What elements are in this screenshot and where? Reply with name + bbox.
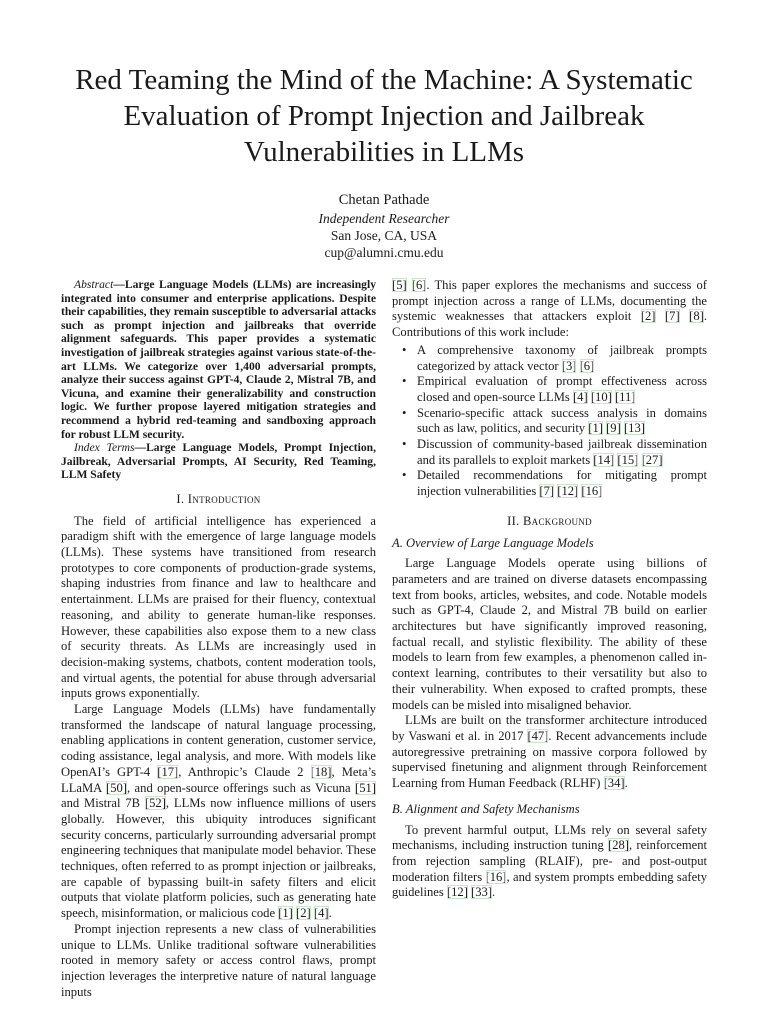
author-email: cup@alumni.cmu.edu — [324, 245, 444, 260]
index-terms — [61, 441, 376, 482]
citation-link[interactable]: [12] — [557, 484, 579, 499]
author-name: Chetan Pathade — [338, 192, 430, 208]
citation-link[interactable]: [3] — [561, 358, 577, 373]
citation-link[interactable]: [16] — [581, 484, 603, 499]
contributions-list — [392, 343, 707, 500]
citation-link[interactable]: [5] — [392, 278, 407, 292]
citation-link[interactable]: [33] — [471, 885, 493, 900]
citation-link[interactable]: [47] — [527, 728, 549, 743]
citation-link[interactable]: [18] — [310, 764, 332, 779]
citation-link[interactable]: [4] — [313, 906, 329, 921]
list-item: • Discussion of community-based jailbreak dissemination and its parallels to exploit markets [14] [15] [27] — [402, 437, 707, 467]
citation-link[interactable]: [6] — [579, 358, 595, 373]
list-item: • Empirical evaluation of prompt effectiveness across closed and open-source LLMs [4] [10] [11] — [402, 374, 707, 404]
citation-link[interactable]: [52] — [144, 796, 166, 811]
paper-title: Red Teaming the Mind of the Machine: A Systematic Evaluation of Prompt Injection and Jailbreak Vulnerabilities in LLMs — [75, 64, 693, 168]
citation-link[interactable]: [14] — [593, 452, 615, 467]
citation-link[interactable]: [1] — [278, 906, 293, 921]
abstract-label: Abstract — [74, 278, 114, 291]
list-item: • A comprehensive taxonomy of jailbreak prompts categorized by attack vector [3] [6] — [402, 342, 707, 373]
author-block — [184, 191, 584, 261]
citation-link[interactable]: [28] — [608, 838, 629, 853]
abstract — [61, 278, 376, 441]
citation-link[interactable]: [2] — [640, 309, 656, 324]
citation-link[interactable]: [50] — [106, 780, 127, 795]
abstract-text: —Large Language Models (LLMs) are increasingly integrated into consumer and enterprise applications. Despite their capabilities, they remain susceptible to adversarial attacks such as prompt injection and jailbreaks that override alignment safeguards. This paper provides a systematic investigation of jailbreak strategies against various state-of-the-art LLMs. We categorize over 1,400 adversarial prompts, analyze their success against GPT-4, Claude 2, Mistral 7B, and Vicuna, and examine their generalizability and construction logic. We further propose layered mitigation strategies and recommend a hybrid red-teaming and sandboxing approach for robust LLM security. — [61, 278, 376, 441]
intro-paragraph-3-continued: [5] [6]. This paper explores the mechanisms and success of prompt injection across a range of LLMs, documenting the systemic weaknesses that attackers exploit [2] [7] [8]. Contributions of this work include: — [392, 278, 707, 340]
background-paragraph-1: Large Language Models operate using billions of parameters and are trained on diverse datasets encompassing text from books, articles, websites, and code. Notable models such as GPT-4, Claude 2, and Mistral 7B build on earlier architectures but have significantly improved reasoning, factual recall, and stylistic flexibility. The ability of these models to learn from few examples, a phenomenon called in-context learning, contributes to their versatility but also to their vulnerability. When exposed to crafted prompts, these models can be misled into misaligned behavior. — [392, 556, 707, 712]
subsection-heading-alignment-safety: B. Alignment and Safety Mechanisms — [392, 801, 580, 816]
citation-link[interactable]: [7] — [664, 309, 680, 324]
citation-link[interactable]: [34] — [603, 776, 625, 791]
index-terms-label: Index Terms — [74, 441, 135, 455]
section-heading-background: II. Background — [507, 513, 592, 528]
citation-link[interactable]: [12] — [446, 885, 468, 900]
citation-link[interactable]: [13] — [623, 421, 645, 436]
section-heading-introduction: I. Introduction — [176, 491, 261, 506]
index-terms-text: —Large Language Models, Prompt Injection, Jailbreak, Adversarial Prompts, AI Security, Red Teaming, LLM Safety — [61, 441, 376, 482]
citation-link[interactable]: [4] — [572, 389, 588, 404]
citation-link[interactable]: [27] — [641, 452, 663, 467]
author-affiliation: Independent Researcher — [318, 211, 450, 226]
background-paragraph-2: LLMs are built on the transformer architecture introduced by Vaswani et al. in 2017 [47]. Recent advancements include autoregressive pretraining on massive corpora followed by supervised finetuning and alignment through Reinforcement Learning from Human Feedback (RLHF) [34]. — [392, 713, 707, 791]
citation-link[interactable]: [1] — [588, 421, 603, 436]
citation-link[interactable]: [8] — [689, 309, 704, 324]
intro-paragraph-1: The field of artificial intelligence has experienced a paradigm shift with the emergence of large language models (LLMs). These systems have transitioned from research prototypes to core components of production-grade systems, shaping industries from finance and law to healthcare and entertainment. LLMs are praised for their fluency, contextual reasoning, and ability to generate human-like responses. However, these capabilities also expose them to a new class of security threats. As LLMs are increasingly used in decision-making systems, chatbots, content moderation tools, and virtual agents, the potential for abuse through adversarial inputs grows exponentially. — [61, 513, 376, 701]
right-column — [392, 278, 707, 901]
citation-link[interactable]: [15] — [617, 452, 639, 467]
citation-link[interactable]: [9] — [606, 421, 621, 436]
list-item: • Scenario-specific attack success analysis in domains such as law, politics, and security [1] [9] [13] — [402, 405, 707, 436]
citation-link[interactable]: [6] — [411, 278, 427, 292]
intro-paragraph-3-start: Prompt injection represents a new class of vulnerabilities unique to LLMs. Unlike traditional software vulnerabilities rooted in memory safety or access control flaws, prompt injection leverages the interpretive nature of natural language inputs — [61, 921, 376, 999]
citation-link[interactable]: [11] — [614, 389, 636, 404]
citation-link[interactable]: [10] — [590, 389, 612, 404]
list-item: • Detailed recommendations for mitigating prompt injection vulnerabilities [7] [12] [16] — [402, 468, 707, 499]
citation-link[interactable]: [7] — [539, 484, 555, 499]
citation-link[interactable]: [16] — [485, 869, 507, 884]
citation-link[interactable]: [2] — [296, 906, 311, 921]
background-paragraph-3: To prevent harmful output, LLMs rely on several safety mechanisms, including instruction tuning [28], reinforcement from rejection sampling (RLAIF), pre- and post-output moderation filters [16], and system prompts embedding safety guidelines [12] [33]. — [392, 822, 708, 900]
subsection-heading-llm-overview: A. Overview of Large Language Models — [392, 535, 594, 550]
left-column — [61, 278, 376, 1000]
citation-link[interactable]: [51] — [355, 780, 376, 795]
author-location: San Jose, CA, USA — [330, 228, 438, 243]
intro-paragraph-2: Large Language Models (LLMs) have fundamentally transformed the landscape of natural language processing, enabling applications in content generation, customer service, coding assistance, legal analysis, and more. With models like OpenAI’s GPT-4 [17], Anthropic’s Claude 2 [18], Meta’s LLaMA [50], and open-source offerings such as Vicuna [51] and Mistral 7B [52], LLMs now influence millions of users globally. However, this ubiquity introduces significant security concerns, particularly surrounding adversarial prompt engineering techniques that manipulate model behavior. These techniques, often referred to as prompt injection or jailbreaks, are capable of bypassing built-in safety filters and elicit outputs that violate platform policies, such as generating hate speech, misinformation, or malicious code [1] [2] [4]. — [61, 702, 377, 921]
citation-link[interactable]: [17] — [157, 764, 179, 779]
